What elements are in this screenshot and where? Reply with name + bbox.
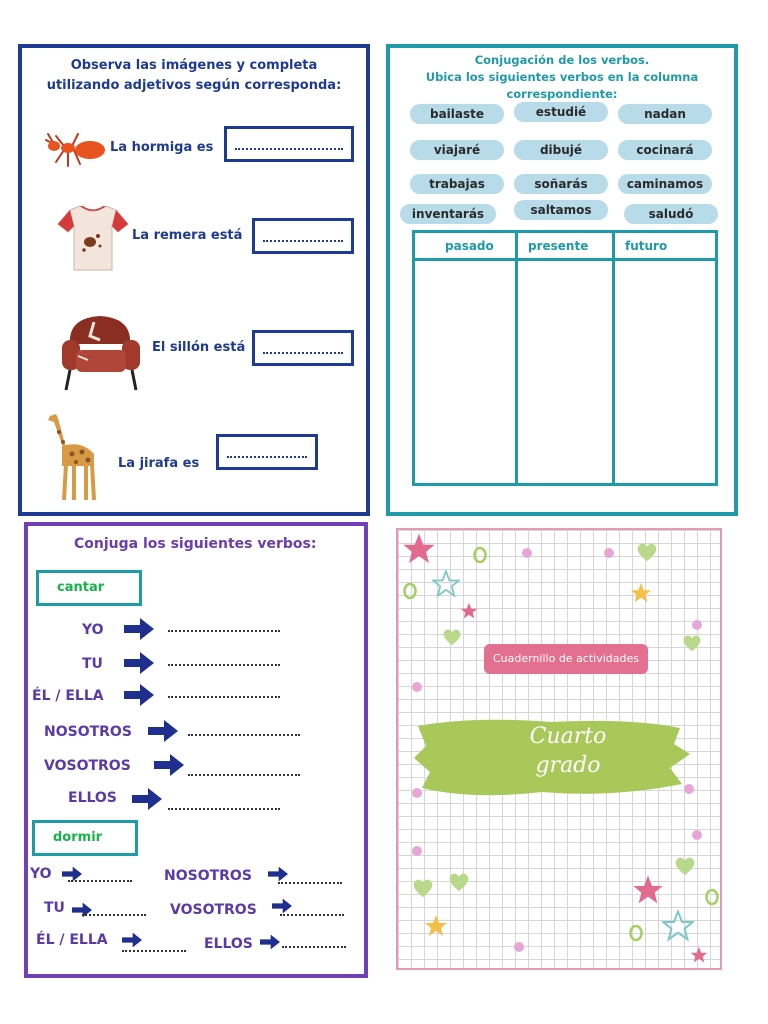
pronoun-label: YO: [82, 622, 104, 638]
giraffe-icon: [42, 410, 104, 502]
answer-line[interactable]: [280, 914, 344, 916]
dot-icon: [412, 846, 422, 856]
star-icon: [460, 602, 478, 620]
verb-pill[interactable]: caminamos: [618, 174, 712, 194]
answer-line[interactable]: [168, 630, 280, 632]
answer-line[interactable]: [168, 664, 280, 666]
heart-icon: [442, 628, 462, 646]
verb-pill[interactable]: dibujé: [514, 140, 608, 160]
adjective-label: La remera está: [132, 228, 243, 243]
conjugation-title: Conjugación de los verbos. Ubica los siguientes verbos en la columna correspondiente:: [425, 53, 699, 101]
heart-icon: [448, 872, 470, 892]
pronoun-label: NOSOTROS: [164, 868, 252, 884]
verb-pill[interactable]: viajaré: [410, 140, 504, 160]
answer-box[interactable]: [216, 434, 318, 470]
star-outline-icon: [432, 570, 460, 598]
pronoun-label: NOSOTROS: [44, 724, 132, 740]
activity-booklet-cover: [396, 528, 722, 970]
verb-pill[interactable]: nadan: [618, 104, 712, 124]
verb-pill[interactable]: saltamos: [514, 200, 608, 220]
verb-tense-worksheet: [386, 44, 738, 516]
verb-pill[interactable]: soñarás: [514, 174, 608, 194]
pronoun-label: VOSOTROS: [44, 758, 131, 774]
answer-box[interactable]: [252, 218, 354, 254]
heart-icon: [674, 856, 696, 876]
answer-line[interactable]: [278, 882, 342, 884]
verb-pill[interactable]: trabajas: [410, 174, 504, 194]
star-icon: [690, 946, 708, 964]
adjective-row-ant: [22, 120, 366, 180]
column-pasado[interactable]: [415, 233, 515, 483]
dot-icon: [692, 830, 702, 840]
pronoun-label: TU: [44, 900, 65, 916]
verb-pill[interactable]: inventarás: [400, 204, 496, 224]
verb-box-dormir: dormir: [32, 820, 138, 856]
adjective-label: La jirafa es: [118, 456, 200, 471]
tense-table: [412, 230, 718, 486]
answer-line[interactable]: [68, 880, 132, 882]
star-icon: [402, 532, 436, 566]
adjectives-worksheet: [18, 44, 370, 516]
dot-icon: [522, 548, 532, 558]
arrow-right-icon: [272, 898, 292, 914]
answer-line[interactable]: [282, 946, 346, 948]
heart-icon: [412, 878, 434, 898]
column-header: presente: [518, 233, 612, 261]
verb-pill[interactable]: estudié: [514, 102, 608, 122]
tshirt-icon: [56, 202, 130, 274]
pronoun-label: ELLOS: [68, 790, 117, 806]
pronoun-label: YO: [30, 866, 52, 882]
answer-box[interactable]: [252, 330, 354, 366]
heart-icon: [636, 542, 658, 562]
armchair-icon: [56, 310, 146, 394]
column-futuro[interactable]: [612, 233, 715, 483]
ring-icon: [628, 924, 644, 942]
pronoun-label: VOSOTROS: [170, 902, 257, 918]
answer-line[interactable]: [82, 914, 146, 916]
star-icon: [630, 582, 652, 604]
answer-line[interactable]: [168, 808, 280, 810]
column-header: pasado: [415, 233, 515, 261]
arrow-right-icon: [132, 788, 162, 810]
pronoun-label: ÉL / ELLA: [36, 932, 108, 948]
arrow-right-icon: [124, 652, 154, 674]
answer-line[interactable]: [122, 950, 186, 952]
star-outline-icon: [662, 910, 694, 942]
ant-icon: [44, 128, 108, 172]
column-header: futuro: [615, 233, 715, 261]
dot-icon: [604, 548, 614, 558]
arrow-right-icon: [260, 934, 280, 950]
adjective-label: La hormiga es: [110, 140, 214, 155]
booklet-label: Cuadernillo de actividades: [484, 644, 648, 674]
arrow-right-icon: [268, 866, 288, 882]
answer-line[interactable]: [168, 696, 280, 698]
verb-pill[interactable]: saludó: [624, 204, 718, 224]
heart-icon: [682, 634, 702, 652]
arrow-right-icon: [122, 932, 142, 948]
star-icon: [632, 874, 664, 906]
ring-icon: [704, 888, 720, 906]
dot-icon: [514, 942, 524, 952]
conjugate-verbs-worksheet: [24, 522, 368, 978]
answer-box[interactable]: [224, 126, 354, 162]
verb-box-cantar: cantar: [36, 570, 142, 606]
grade-title: Cuarto grado: [529, 724, 607, 778]
arrow-right-icon: [148, 720, 178, 742]
ring-icon: [402, 582, 418, 600]
ring-icon: [472, 546, 488, 564]
dot-icon: [692, 620, 702, 630]
pronoun-label: ÉL / ELLA: [32, 688, 104, 704]
adjective-row-giraffe: [22, 410, 366, 470]
adjective-row-tshirt: [22, 202, 366, 262]
pronoun-label: TU: [82, 656, 103, 672]
dot-icon: [412, 682, 422, 692]
pronoun-label: ELLOS: [204, 936, 253, 952]
answer-line[interactable]: [188, 734, 300, 736]
star-icon: [424, 914, 448, 938]
arrow-right-icon: [124, 684, 154, 706]
arrow-right-icon: [124, 618, 154, 640]
answer-line[interactable]: [188, 774, 300, 776]
verb-pill[interactable]: bailaste: [410, 104, 504, 124]
column-presente[interactable]: [515, 233, 612, 483]
conjugate-title: Conjuga los siguientes verbos:: [74, 536, 317, 552]
adjective-label: El sillón está: [152, 340, 246, 355]
arrow-right-icon: [154, 754, 184, 776]
adjective-row-armchair: [22, 310, 366, 370]
verb-pill[interactable]: cocinará: [618, 140, 712, 160]
adjectives-title: Observa las imágenes y completa utilizando adjetivos según corresponda:: [46, 58, 342, 93]
